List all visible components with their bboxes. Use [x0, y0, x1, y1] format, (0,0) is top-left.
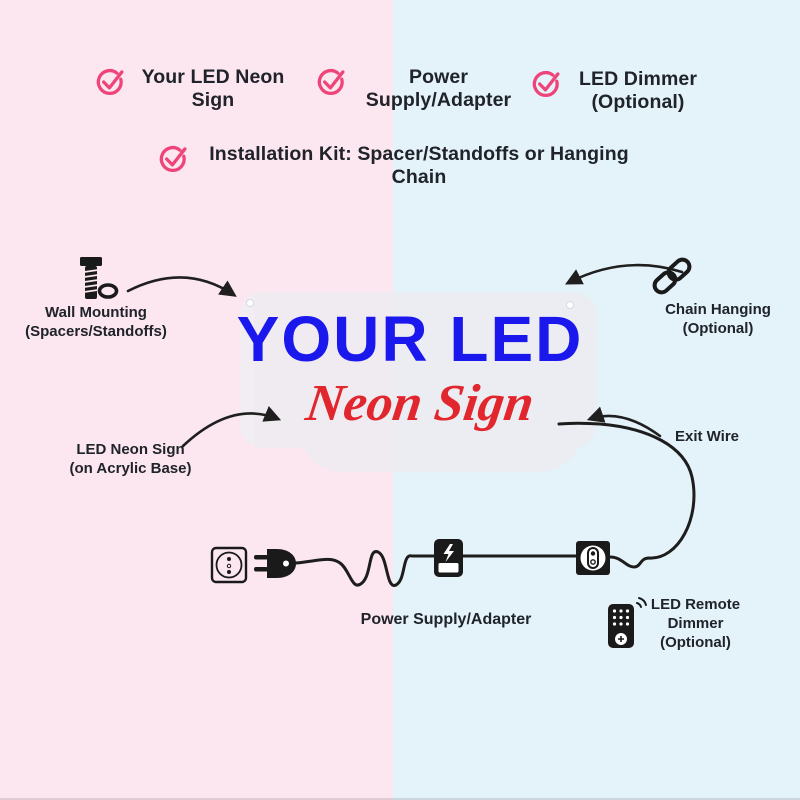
checklist-label: Installation Kit: Spacer/Standoffs or Hanging Chain	[209, 143, 629, 188]
checklist-item-power-supply	[316, 66, 521, 112]
sign-subtitle: Neon Sign	[302, 375, 538, 432]
power-adapter-icon	[434, 539, 463, 577]
exit-wire-label: Exit Wire	[674, 428, 740, 445]
check-circle-icon	[158, 143, 189, 174]
check-circle-icon	[316, 66, 347, 97]
screw-icon	[80, 257, 117, 299]
checklist-label: Power Supply/Adapter	[365, 66, 512, 111]
wall-mounting-label: Wall Mounting (Spacers/Standoffs)	[25, 304, 167, 340]
led-remote-dimmer-label: LED Remote Dimmer (Optional)	[650, 596, 741, 651]
chain-link-icon	[652, 257, 693, 296]
power-plug-icon	[254, 549, 296, 578]
inline-dimmer-icon	[576, 541, 610, 575]
checklist-label: LED Dimmer (Optional)	[578, 68, 698, 113]
checklist-item-neon-sign	[95, 66, 291, 112]
remote-control-icon	[608, 598, 646, 648]
wire-plug-to-adapter	[296, 552, 434, 586]
checklist-item-installation-kit	[158, 143, 640, 189]
led-neon-sign-label: LED Neon Sign (on Acrylic Base)	[69, 441, 192, 477]
check-circle-icon	[95, 66, 126, 97]
sign-title: YOUR LED	[236, 303, 584, 375]
power-outlet-icon	[212, 548, 246, 582]
power-supply-label: Power Supply/Adapter	[360, 611, 532, 628]
chain-hanging-label: Chain Hanging (Optional)	[665, 301, 771, 337]
checklist-label: Your LED Neon Sign	[141, 66, 285, 111]
checklist-item-dimmer	[531, 68, 705, 114]
arrow-exit-wire	[590, 416, 660, 436]
arrow-wall-mounting	[128, 277, 234, 295]
check-circle-icon	[531, 68, 562, 99]
